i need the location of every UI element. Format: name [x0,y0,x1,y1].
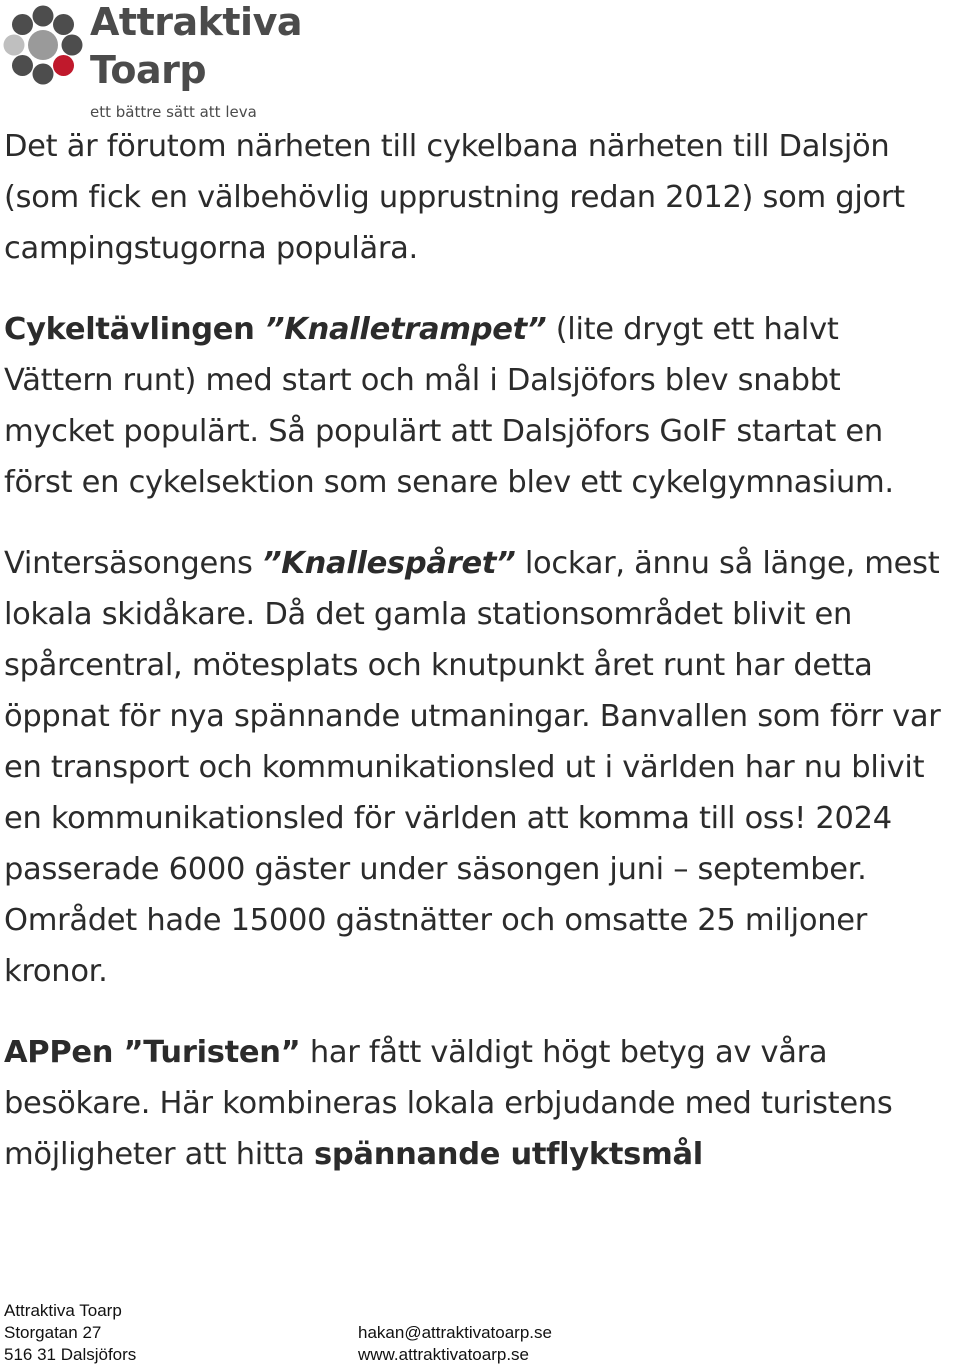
footer-org-name: Attraktiva Toarp [4,1301,122,1320]
paragraph-knallesparet [4,538,956,997]
logo-dot [33,6,54,27]
footer-street: Storgatan 27 [4,1323,102,1342]
paragraph-text-run: ”Knalletrampet” [264,312,547,347]
paragraph-text-run: spännande utflyktsmål [314,1137,703,1172]
paragraph-text-run: ”Knallespåret” [261,546,516,581]
footer-website[interactable]: www.attraktivatoarp.se [358,1345,530,1364]
footer-address [4,1300,136,1366]
paragraph-camping [4,121,956,274]
logo [0,0,300,125]
paragraph-text-run: har fått väldigt högt betyg av våra besökare. Här kombineras lokala erbjudande med turistens möjligheter att hitta [4,1035,893,1172]
paragraph-knalletrampet [4,304,956,508]
logo-center-dot [28,30,58,60]
footer-contact [358,1322,552,1366]
paragraph-text-run: lockar, ännu så länge, mest lokala skidåkare. Då det gamla stationsområdet blivit en spårcentral, mötesplats och knutpunkt året runt har detta öppnat för nya spännande utmaningar. Banvallen som förr var en transport och kommunikationsled ut i världen har nu blivit en kommunikationsled för världen att komma till oss! 2024 passerade 6000 gäster under säsongen juni – september. Området hade 15000 gästnätter och omsatte 25 miljoner kronor. [4,546,941,989]
logo-dot [33,64,54,85]
paragraph-text-run: APPen ”Turisten” [4,1035,301,1070]
paragraph-appen-turisten [4,1027,956,1180]
footer-postal: 516 31 Dalsjöfors [4,1345,137,1364]
logo-dot [4,35,25,56]
paragraph-text-run: Cykeltävlingen [4,312,265,347]
logo-dot [62,35,83,56]
logo-name-line2: Toarp [90,48,207,92]
paragraph-text-run: (lite drygt ett halvt Vättern runt) med start och mål i Dalsjöfors blev snabbt mycket populärt. Så populärt att Dalsjöfors GoIF startat en först en cykelsektion som senare blev ett cykelgymnasium. [4,312,894,500]
logo-dot [12,55,33,76]
footer [0,1298,960,1368]
paragraph-text-run: Det är förutom närheten till cykelbana närheten till Dalsjön (som fick en välbehövlig upprustning redan 2012) som gjort campingstugorna populära. [4,129,905,266]
logo-dot [53,55,74,76]
logo-dot [12,14,33,35]
paragraph-text-run: Vintersäsongens [4,546,262,581]
body-text [4,121,956,1180]
logo-name-line1: Attraktiva [90,0,302,44]
logo-tagline: ett bättre sätt att leva [90,103,257,121]
footer-email[interactable]: hakan@attraktivatoarp.se [358,1323,552,1342]
logo-dot [53,14,74,35]
logo-dots-icon [2,4,84,86]
